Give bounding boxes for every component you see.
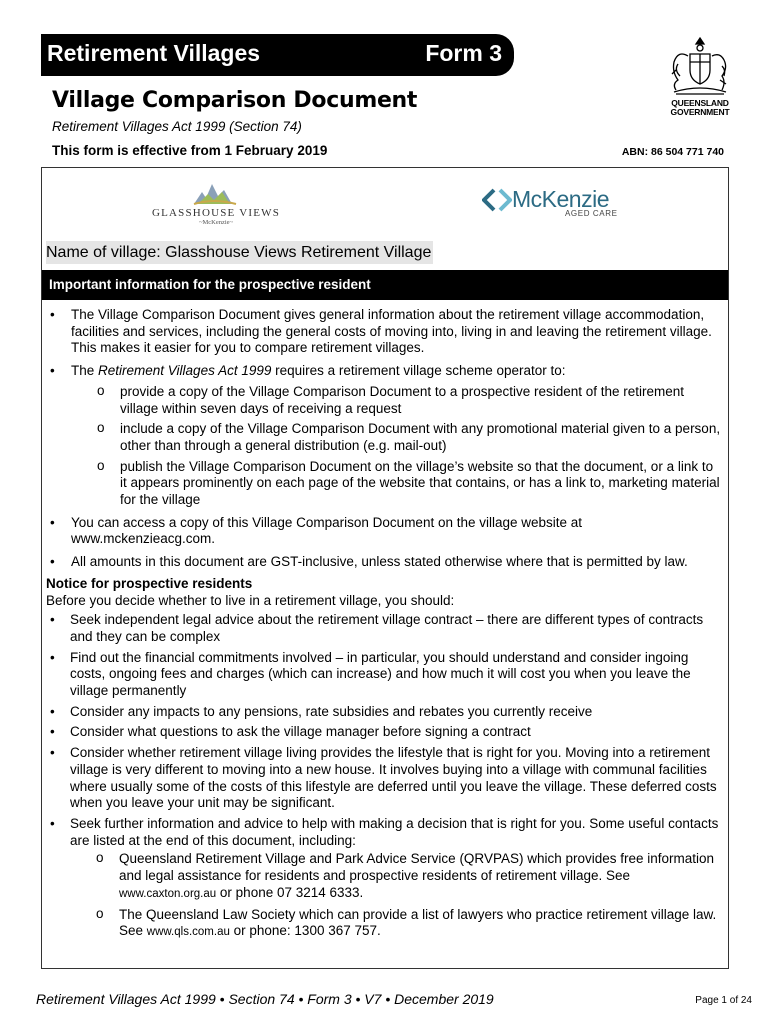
page-number: Page 1 of 24	[695, 995, 752, 1006]
info-bullet-1: • The Village Comparison Document gives general information about the retirement village accommodation, facilities and services, including the general costs of moving into, living in and leaving the retirement village. This makes it easier for you to compare retirement villages.	[46, 307, 722, 357]
contacts-intro: Seek further information and advice to help with making a decision that is right for you. Some useful contacts are listed at the end of this document, including:	[70, 815, 719, 848]
contact-law-society	[70, 907, 722, 941]
notice-intro: Before you decide whether to live in a retirement village, you should:	[46, 592, 455, 608]
contact-qrvpas-text: Queensland Retirement Village and Park Advice Service (QRVPAS) which provides free information and legal assistance for residents and prospective residents of retirement village. See	[119, 851, 715, 884]
info-bullet-4: • All amounts in this document are GST-inclusive, unless stated otherwise where that is permitted by law.	[46, 554, 722, 571]
contact-qrvpas-phone: or phone 07 3214 6333.	[216, 884, 364, 900]
mckenzie-logo-subtext: AGED CARE	[565, 209, 618, 218]
queensland-government-wordmark	[668, 99, 732, 117]
notice-item: • Consider any impacts to any pensions, rate subsidies and rebates you currently receive	[46, 704, 722, 721]
gov-line-queensland: QUEENSLAND	[671, 98, 729, 108]
form-banner	[41, 34, 514, 76]
mckenzie-logo-text: McKenzie	[512, 186, 609, 212]
document-title: Village Comparison Document	[52, 88, 418, 113]
banner-title: Retirement Villages	[47, 40, 261, 66]
mckenzie-chevron-icon	[482, 188, 512, 212]
queensland-coat-of-arms-icon	[668, 36, 732, 98]
gov-line-government: GOVERNMENT	[670, 107, 730, 117]
act-name-italic: Retirement Villages Act 1999	[98, 363, 272, 379]
requirement-item: o provide a copy of the Village Comparison Document to a prospective resident of the retirement village within seven days of receiving a request	[71, 384, 722, 417]
footer-reference: Retirement Villages Act 1999 • Section 74 • Form 3 • V7 • December 2019	[36, 991, 494, 1007]
notice-item: • Seek independent legal advice about the retirement village contract – there are different types of contracts and they can be complex	[46, 612, 722, 645]
abn: ABN: 86 504 771 740	[621, 146, 724, 158]
caxton-link[interactable]: www.caxton.org.au	[119, 887, 217, 900]
glasshouse-views-logo-subtext: ~McKenzie~	[198, 219, 234, 226]
notice-item-contacts	[46, 816, 722, 941]
requirement-item: o include a copy of the Village Comparison Document with any promotional material given to a person, other than through a general distribution (e.g. mail-out)	[71, 421, 722, 454]
form-content	[46, 307, 722, 945]
info-bullet-2-post: requires a retirement village scheme operator to:	[271, 363, 566, 379]
notice-item: • Find out the financial commitments involved – in particular, you should understand and consider ingoing costs, ongoing fees and charges (which can increase) and how much it will cost you when you leave the village permanently	[46, 650, 722, 700]
form-number: Form 3	[425, 40, 502, 66]
requirement-item: o publish the Village Comparison Document on the village’s website so that the document, or a link to it appears prominently on each page of the website that contains, or has a link to, marketing material for the village	[71, 459, 722, 509]
info-bullet-2-pre: The	[71, 363, 99, 379]
notice-item: • Consider whether retirement village living provides the lifestyle that is right for you. Moving into a retirement village is very different to moving into a new house. It involves buying into a village with communal facilities where usually some of the costs of this lifestyle are deferred until you leave the village. These deferred costs when you leave your unit may be significant.	[46, 745, 722, 812]
info-bullet-3: • You can access a copy of this Village Comparison Document on the village website at www.mckenzieacg.com.	[46, 515, 722, 548]
act-reference: Retirement Villages Act 1999 (Section 74)	[52, 119, 302, 134]
effective-date: This form is effective from 1 February 2019	[52, 143, 328, 158]
contact-qrvpas	[70, 851, 722, 902]
notice-item: • Consider what questions to ask the village manager before signing a contract	[46, 724, 722, 741]
glasshouse-views-logo-text: GLASSHOUSE VIEWS	[151, 207, 281, 219]
important-info-heading-bar	[42, 270, 728, 300]
notice-heading: Notice for prospective residents	[46, 575, 253, 591]
info-bullet-2	[46, 363, 722, 509]
important-info-heading: Important information for the prospective resident	[49, 277, 371, 292]
village-name-field: Name of village: Glasshouse Views Retirement Village	[46, 241, 433, 264]
contact-qls-phone: or phone: 1300 367 757.	[229, 923, 381, 939]
contact-qls-text: The Queensland Law Society which can provide a list of lawyers who practice retirement village law. See	[119, 906, 717, 939]
operator-requirements-list	[71, 384, 722, 509]
qls-link[interactable]: www.qls.com.au	[146, 926, 230, 939]
